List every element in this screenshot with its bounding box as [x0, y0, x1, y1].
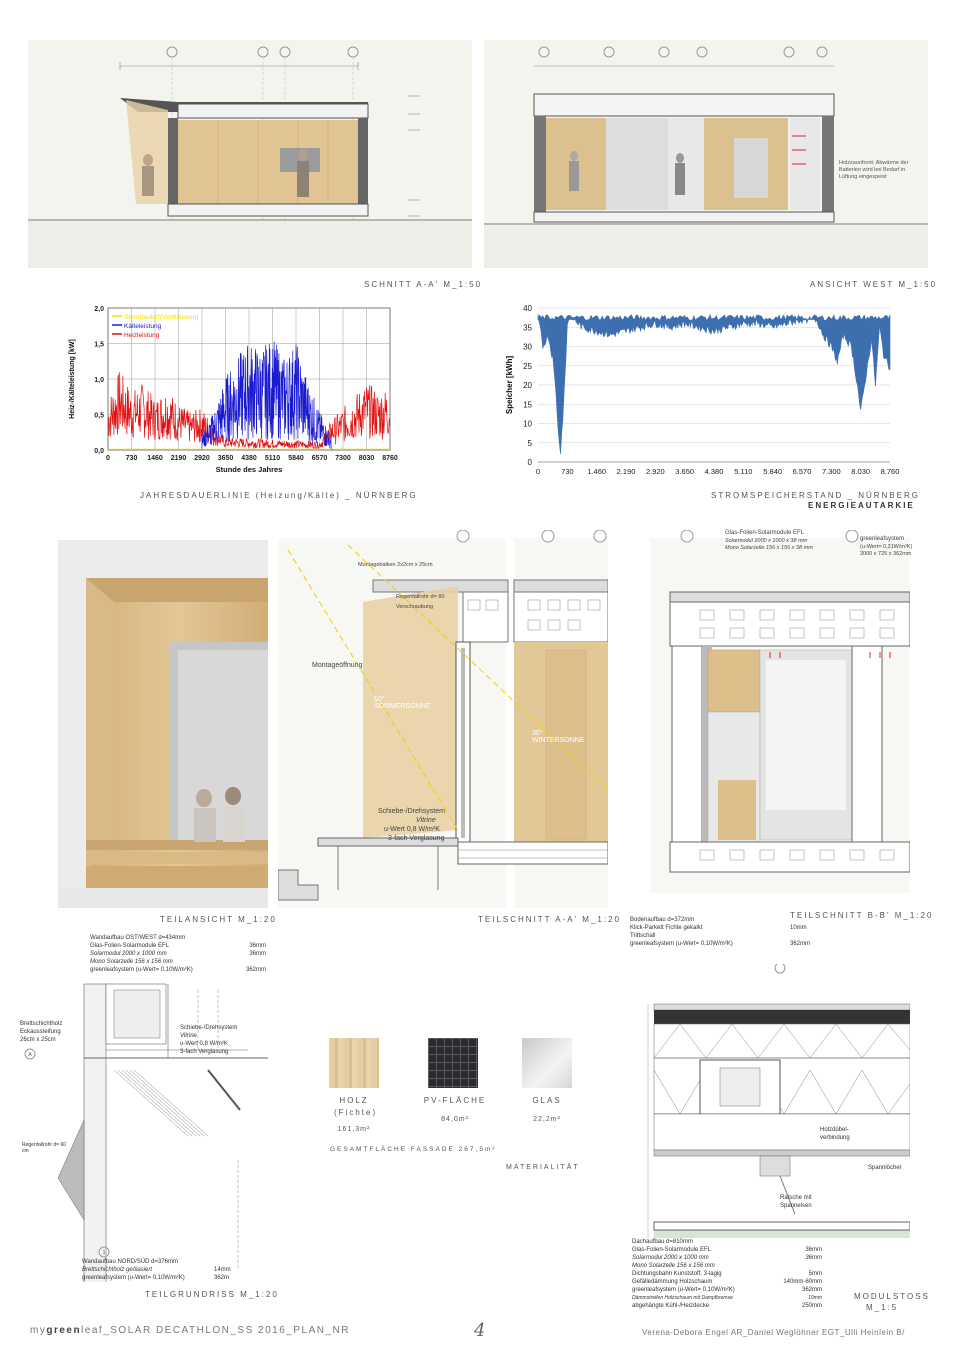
- chart-right-x-tick: 7.300: [821, 467, 841, 476]
- chart-right-caption: STROMSPEICHERSTAND _ NÜRNBERG: [711, 491, 920, 500]
- schnitt-aa-drawing: [28, 40, 472, 268]
- holzduebel-label: Holzdübel-verbindung: [820, 1127, 850, 1141]
- uwert-label: u-Wert 0,8 W/m²K: [384, 826, 440, 833]
- mat-holz-sub: (Fichte): [334, 1108, 378, 1117]
- chart-right-x-tick: 5.110: [734, 467, 753, 476]
- chart-right-x-tick: 3.650: [675, 467, 695, 476]
- teilgrundriss-svg: [18, 930, 270, 1282]
- gr-solarmodul: Solarmodul 2000 x 1000 mm: [90, 951, 167, 957]
- chart-left-x-tick: 2190: [170, 455, 187, 462]
- chart-right-ylabel: Speicher [kWh]: [505, 355, 514, 415]
- mat-total: GESAMTFLÄCHE FASSADE 267,5m²: [330, 1146, 497, 1153]
- chart-left-x-tick: 7300: [335, 455, 351, 462]
- swatch-holz: [329, 1038, 379, 1088]
- mat-glas-label: GLAS: [532, 1096, 562, 1105]
- materialitaet-block: [300, 1030, 610, 1180]
- teilschnitt-aa-drawing: [278, 530, 608, 908]
- klick-dim: 10mm: [790, 925, 807, 931]
- chart-left-x-tick: 1460: [147, 455, 163, 462]
- mat-pv-label: PV-FLÄCHE: [423, 1096, 487, 1105]
- wintersonne-label: 30° WINTERSONNE: [532, 730, 585, 744]
- chart-right-x-tick: 8.030: [851, 467, 871, 476]
- gr-uwert: u-Wert 0,8 W/m²K: [180, 1041, 228, 1047]
- swatch-glas: [522, 1038, 572, 1088]
- vitrine-label: Vitrine: [416, 817, 436, 824]
- modulstoss-caption: MODULSTOSS: [854, 1292, 930, 1301]
- mat-glas-area: 22,2m²: [533, 1116, 561, 1123]
- teilansicht-caption: TEILANSICHT M_1:20: [160, 915, 277, 924]
- chart-right-y-tick: 30: [523, 342, 532, 352]
- chart-left-x-tick: 3650: [217, 455, 234, 462]
- footer-suffix: leaf_SOLAR DECATHLON_SS 2016_PLAN_NR: [81, 1325, 350, 1336]
- klick: Klick-Parkett Fichte gekalkt: [630, 925, 703, 931]
- brettschicht-label: Brettschichtholz Eckaussteifung 26cm x 25cm: [20, 1021, 63, 1043]
- teilschnitt-aa-svg: [278, 530, 608, 908]
- chart-right-y-tick: 15: [523, 400, 532, 410]
- chart-left-y-tick: 1,0: [94, 377, 104, 384]
- wandaufbau-ost: Wandaufbau OST/WEST d=434mm: [90, 935, 186, 941]
- chart-right-y-tick: 5: [527, 438, 532, 448]
- bb-green: greenleafsystem: [860, 536, 905, 542]
- bs-green-dim: 362mm: [790, 941, 811, 947]
- ansicht-west-svg: [484, 40, 928, 268]
- swatch-pv: [428, 1038, 478, 1088]
- chart-left-x-tick: 8030: [358, 455, 375, 462]
- modulstoss-svg: [620, 964, 910, 1264]
- wandaufbau-nord-block: [82, 1258, 185, 1282]
- chart-right-y-tick: 0: [527, 458, 532, 467]
- schnitt-caption: SCHNITT A-A' M_1:50: [364, 280, 483, 289]
- gr-verglasung: 3-fach Verglasung: [180, 1049, 229, 1055]
- mat-holz-area: 161,3m²: [337, 1126, 371, 1133]
- bodenaufbau-block: [630, 916, 733, 948]
- mat-holz-label: HOLZ: [339, 1096, 369, 1105]
- teilgrundriss-drawing: [18, 930, 270, 1282]
- spannloecher-label: Spannlöcher: [868, 1165, 902, 1171]
- speicher-area-series: [538, 314, 890, 454]
- modulstoss-scale: M_1:5: [866, 1303, 899, 1312]
- chart-left-x-tick: 5840: [288, 455, 304, 462]
- chart-right-x-tick: 1.460: [587, 467, 607, 476]
- bb-green-dim: 3000 x 725 x 362mm: [860, 551, 912, 557]
- chart-right-subcaption: ENERGIEAUTARKIE: [808, 501, 915, 510]
- teilansicht-svg: [58, 540, 268, 908]
- dachaufbau-list: [632, 1238, 822, 1310]
- holzzaunfront-note: Holzzaunfront: Abwärme der Batterien wird bei Bedarf in Lüftung eingespeist: [839, 160, 909, 180]
- footer-bold: green: [46, 1325, 82, 1336]
- schnitt-aa-svg: [28, 40, 472, 268]
- page-number: 4: [474, 1320, 487, 1341]
- mat-pv-area: 84,0m²: [441, 1116, 469, 1123]
- ansicht-axis-markers: [539, 47, 827, 57]
- chart-left-caption: JAHRESDAUERLINIE (Heizung/Kälte) _ NÜRNBERG: [140, 491, 418, 500]
- jahresdauerlinie-svg: [60, 300, 400, 490]
- chart-left-x-tick: 8760: [382, 455, 398, 462]
- chart-right-x-tick: 4.380: [704, 467, 724, 476]
- wandaufbau-ost-block: [90, 934, 193, 974]
- chart-right-y-tick: 40: [523, 304, 532, 313]
- chart-right-y-tick: 10: [523, 419, 532, 429]
- dach-row-4: Dichtungsbahn Kunststoff, 3-lagig 5mm: [632, 1271, 822, 1277]
- sommersonne-label: 60° SOMMERSONNE: [374, 696, 431, 710]
- bb-mono: Mono Solarzelle 156 x 156 x 38 mm: [725, 545, 813, 551]
- chart-left-y-tick: 0,0: [94, 448, 104, 455]
- stromspeicher-chart: [500, 300, 910, 485]
- chart-right-x-tick: 2.190: [616, 467, 636, 476]
- trittschall: Trittschall: [630, 933, 656, 939]
- gr-dim2-2: 362m: [214, 1275, 230, 1281]
- teilschnitt-aa-caption: TEILSCHNITT A-A' M_1:20: [478, 915, 621, 924]
- dach-row-8: abgehängte Kühl-/Heizdecke 250mm: [632, 1303, 822, 1309]
- chart-left-x-tick: 6570: [311, 455, 328, 462]
- schiebe-label: Schiebe-/Drehsystem: [378, 808, 445, 815]
- svg-text:A: A: [28, 1052, 32, 1058]
- teilgrundriss-caption: TEILGRUNDRISS M_1:20: [145, 1290, 279, 1299]
- dach-row-7: Dämmstreifen Holzschaum mit Dampfbremse 10mm: [632, 1295, 822, 1301]
- teilschnitt-bb-caption: TEILSCHNITT B-B' M_1:20: [790, 911, 934, 920]
- stromspeicher-svg: [500, 300, 910, 485]
- chart-right-y-tick: 20: [523, 381, 532, 390]
- footer-prefix: my: [30, 1325, 47, 1336]
- verglasung-label: 3-fach Verglasung: [388, 835, 445, 842]
- legend-label-1: Kälteleistung: [124, 323, 162, 330]
- gr-dim2-1: 14mm: [214, 1267, 231, 1273]
- gr-dim-1: 36mm: [249, 943, 267, 949]
- wandaufbau-ost-dims: [246, 942, 266, 974]
- gr-schiebe: Schiebe-/Drehsystem: [180, 1025, 238, 1031]
- bs-green: greenleafsystem (u-Wert= 0,10W/m²K): [630, 941, 733, 947]
- chart-right-x-tick: 6.570: [792, 467, 812, 476]
- gr-mono: Mono Solarzelle 156 x 156 mm: [90, 959, 173, 965]
- chart-right-y-tick: 35: [523, 323, 532, 333]
- jahresdauerlinie-chart: [60, 300, 400, 490]
- dach-row-6: greenleafsystem (u-Wert= 0,10W/m²K) 362mm: [632, 1287, 822, 1293]
- chart-right-x-tick: 2.920: [645, 467, 665, 476]
- ansicht-west-drawing: [484, 40, 928, 268]
- gr-dim-2: 36mm: [249, 951, 267, 957]
- footer-right: Verena-Debora Engel AR_Daniel Weglöhner EGT_Ulli Heinlein B/: [642, 1328, 905, 1337]
- teilschnitt-bb-drawing: [620, 530, 913, 898]
- chart-left-y-tick: 0,5: [94, 412, 104, 420]
- ansicht-caption: ANSICHT WEST M_1:50: [810, 280, 938, 289]
- legend-label-2: Heizleistung: [124, 332, 160, 339]
- chart-left-x-tick: 0: [106, 455, 110, 462]
- chart-left-ylabel: Heiz-/Kälteleistung [kW]: [69, 339, 76, 419]
- dach-row-0: Dachaufbau d=810mm: [632, 1239, 693, 1245]
- chart-left-xlabel: Stunde des Jahres: [215, 465, 283, 474]
- dach-row-3: Mono Solarzelle 156 x 156 mm: [632, 1263, 715, 1269]
- bb-solarmodul: Solarmodul 2000 x 1000 x 38 mm: [725, 538, 808, 544]
- gr-brettschicht-note: Brettschichtholz geölasiert: [82, 1267, 153, 1273]
- gr-green2: greenleafsystem (u-Wert= 0,10W/m²K): [82, 1275, 185, 1281]
- gr-dim-3: 362mm: [246, 967, 267, 973]
- svg-text:1: 1: [102, 1250, 106, 1256]
- chart-right-x-tick: 5.840: [763, 467, 783, 476]
- dach-row-2: Solarmodul 2000 x 1000 mm 36mm: [632, 1255, 822, 1261]
- verschraubung-label: Verschraubung: [396, 604, 433, 610]
- chart-left-x-tick: 4380: [241, 455, 257, 462]
- gr-regenfall: Regenfallrohr d= 60 cm: [22, 1142, 67, 1154]
- dach-row-5: Gefälledämmung Holzschaum 140mm-60mm: [632, 1279, 822, 1285]
- montageoeffnung-label: Montageöffnung: [312, 662, 363, 669]
- teilansicht-rendering: [58, 540, 268, 908]
- montagebalken-label: Montagebalken 2x2cm x 25cm: [358, 562, 433, 568]
- wandaufbau-nord-dims: [214, 1266, 231, 1282]
- bb-glas-folie: Glas-Folien-Solarmodule EFL: [725, 530, 805, 536]
- chart-left-y-tick: 1,5: [94, 341, 104, 349]
- chart-left-y-tick: 2,0: [94, 306, 104, 313]
- gr-schiebe-block: [180, 1024, 237, 1056]
- chart-left-x-tick: 2920: [194, 455, 210, 462]
- level-markers: [408, 96, 420, 216]
- teilschnitt-bb-svg: [620, 530, 913, 898]
- gr-green: greenleafsystem (u-Wert= 0,10W/m²K): [90, 967, 193, 973]
- chart-right-x-tick: 0: [535, 467, 541, 476]
- chart-left-x-tick: 730: [125, 455, 138, 462]
- bb-green-u: (u-Wert= 0,31W/m²K): [860, 544, 913, 550]
- chart-right-x-tick: 730: [561, 467, 574, 476]
- bodenaufbau: Bodenaufbau d=372mm: [630, 917, 695, 923]
- footer-left: [30, 1325, 350, 1336]
- chart-right-y-tick: 25: [523, 361, 532, 371]
- ratsche-label: Ratsche mit Spanneisen: [780, 1195, 812, 1209]
- wandaufbau-nord: Wandaufbau NORD/SÜD d=376mm: [82, 1259, 178, 1265]
- mat-caption: MATERIALITÄT: [506, 1164, 580, 1171]
- chart-left-x-tick: 5110: [264, 455, 281, 462]
- regenrinne-label: Regenfallrohr d= 60: [396, 594, 445, 600]
- chart-right-x-tick: 8.760: [880, 467, 900, 476]
- dach-row-1: Glas-Folien-Solarmodule EFL 36mm: [632, 1247, 822, 1253]
- gr-glas-folien: Glas-Folien-Solarmodule EFL: [90, 943, 170, 949]
- gr-vitrine: Vitrine: [180, 1033, 197, 1039]
- legend-label-0: Strombedarf(Ventilatoren): [124, 314, 199, 321]
